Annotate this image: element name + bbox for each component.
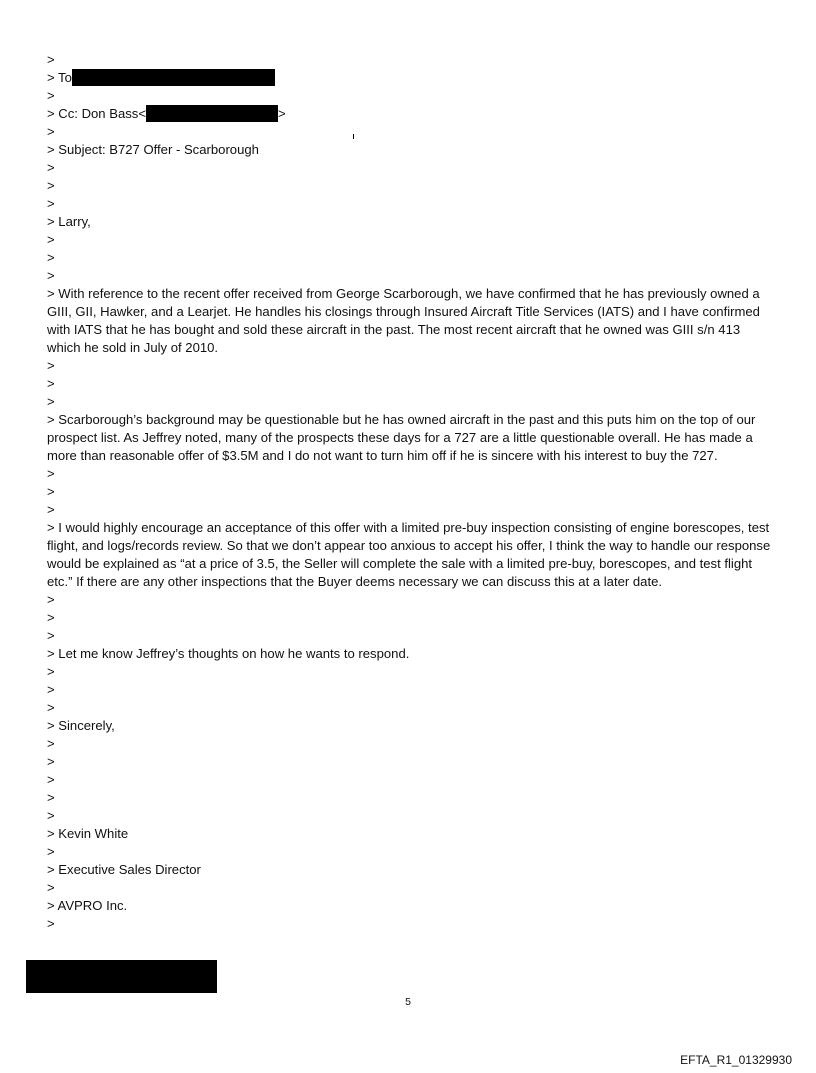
closing-line: > Sincerely,: [47, 718, 115, 733]
greeting-line: > Larry,: [47, 214, 91, 229]
quote-line: >: [47, 628, 55, 643]
email-body: [47, 51, 771, 933]
quote-line: >: [47, 916, 55, 931]
paragraph-2: > Scarborough’s background may be questionable but he has owned aircraft in the past and this puts him on the top of our prospect list. As Jeffrey noted, many of the prospects these days for a 727 are a little questionable overall. He has made a more than reasonable offer of $3.5M and I do not want to turn him off if he is sincere with his interest to buy the 727.: [47, 412, 756, 463]
quote-line: >: [47, 754, 55, 769]
quote-line: >: [47, 664, 55, 679]
quote-line: >: [47, 844, 55, 859]
quote-line: >: [47, 772, 55, 787]
quote-line: >: [47, 736, 55, 751]
paragraph-1: > With reference to the recent offer received from George Scarborough, we have confirmed that he has previously owned a GIII, GII, Hawker, and a Learjet. He handles his closings through Insured Aircraft Title Services (IATS) and I have confirmed with IATS that he has bought and sold these aircraft in the past. The most recent aircraft that he owned was GIII s/n 413 which he sold in July of 2010.: [47, 286, 760, 355]
cc-suffix: >: [277, 106, 286, 121]
quote-line: >: [47, 502, 55, 517]
cc-label: > Cc: Don Bass<: [47, 106, 146, 121]
quote-line: >: [47, 880, 55, 895]
quote-line: >: [47, 232, 55, 247]
footer-redaction-box: [26, 960, 217, 993]
quote-line: >: [47, 394, 55, 409]
paragraph-4: > Let me know Jeffrey’s thoughts on how he wants to respond.: [47, 646, 410, 661]
signature-company: > AVPRO Inc.: [47, 898, 128, 913]
signature-name: > Kevin White: [47, 826, 129, 841]
document-id: EFTA_R1_01329930: [680, 1053, 792, 1067]
paragraph-3: > I would highly encourage an acceptance of this offer with a limited pre-buy inspection consisting of engine borescopes, test flight, and logs/records review. So that we don’t appear too anxious to accept his offer, I think the way to handle our response would be explained as “at a price of 3.5, the Seller will complete the sale with a limited pre-buy, borescopes, and test flight etc.” If there are any other inspections that the Buyer deems necessary we can discuss this at a later date.: [47, 520, 771, 589]
quote-line: >: [47, 160, 55, 175]
subject-line: > Subject: B727 Offer - Scarborough: [47, 142, 259, 157]
quote-line: >: [47, 376, 55, 391]
quote-line: >: [47, 700, 55, 715]
redaction-box: [146, 105, 278, 122]
quote-line: >: [47, 808, 55, 823]
quote-line: >: [47, 52, 55, 67]
quote-line: >: [47, 610, 55, 625]
redaction-box: [72, 69, 275, 86]
page-number: 5: [405, 996, 411, 1008]
scan-mark: [353, 134, 354, 139]
quote-line: >: [47, 178, 55, 193]
signature-title: > Executive Sales Director: [47, 862, 201, 877]
to-line: [47, 69, 771, 87]
quote-line: >: [47, 124, 55, 139]
quote-line: >: [47, 88, 55, 103]
quote-line: >: [47, 466, 55, 481]
quote-line: >: [47, 682, 55, 697]
quote-line: >: [47, 484, 55, 499]
cc-line: [47, 105, 771, 123]
quote-line: >: [47, 592, 55, 607]
quote-line: >: [47, 358, 55, 373]
quote-line: >: [47, 250, 55, 265]
to-label: > To: [47, 70, 72, 85]
quote-line: >: [47, 196, 55, 211]
quote-line: >: [47, 268, 55, 283]
quote-line: >: [47, 790, 55, 805]
